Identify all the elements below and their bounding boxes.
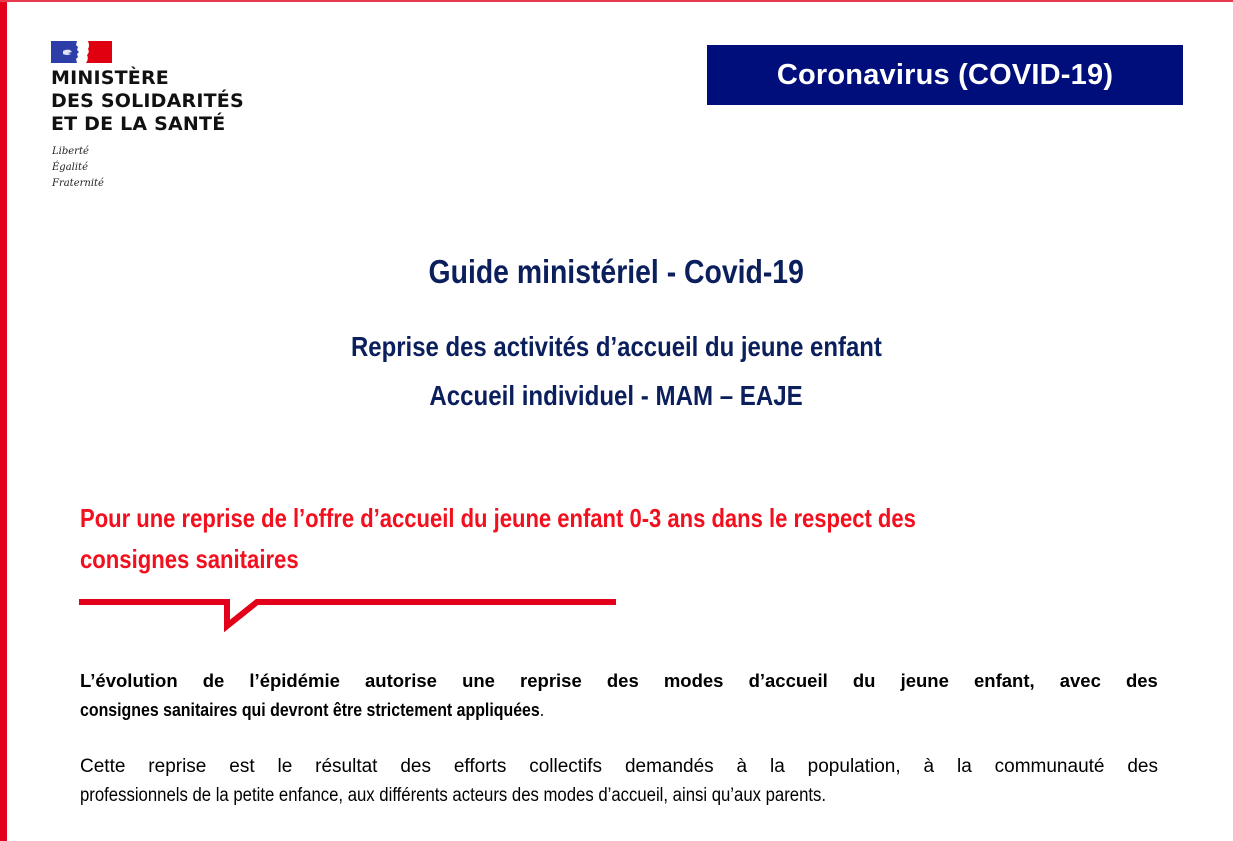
word: L’évolution: [80, 670, 178, 691]
section-heading-line-2: consignes sanitaires: [80, 544, 299, 574]
ministry-logo: [51, 40, 271, 200]
word: la: [770, 756, 785, 777]
left-red-border: [0, 0, 7, 841]
motto-egalite: Égalité: [52, 162, 88, 173]
word: des: [1125, 670, 1158, 691]
motto-fraternite: Fraternité: [52, 178, 104, 189]
word: Cette: [80, 756, 126, 777]
subtitle-accueil: [0, 376, 1233, 416]
word: d’accueil: [748, 670, 828, 691]
motto-liberte: Liberté: [52, 146, 89, 157]
word: le: [277, 756, 293, 777]
paragraph-context-line-1: [80, 752, 1158, 781]
word: reprise: [520, 670, 582, 691]
paragraph-context-line-2: professionnels de la petite enfance, aux différents acteurs des modes d’accueil, ainsi qu’aux parents.: [80, 785, 827, 806]
word: population,: [807, 756, 901, 777]
word: efforts: [453, 756, 507, 777]
ministry-line-1: MINISTÈRE: [51, 67, 169, 89]
word: résultat: [315, 756, 378, 777]
covid-badge: Coronavirus (COVID-19): [707, 45, 1183, 105]
word: autorise: [365, 670, 437, 691]
paragraph-intro-line-2: [80, 695, 1007, 724]
word: enfant,: [973, 670, 1035, 691]
section-heading-line-1: Pour une reprise de l’offre d’accueil du jeune enfant 0-3 ans dans le respect des: [80, 503, 916, 533]
marianne-flag-icon: [51, 41, 112, 63]
word: à: [923, 756, 935, 777]
word: modes: [663, 670, 724, 691]
top-red-border: [0, 0, 1233, 2]
word: des: [606, 670, 639, 691]
republic-motto: [52, 144, 104, 192]
word: l’épidémie: [249, 670, 340, 691]
ministry-line-3: ET DE LA SANTÉ: [51, 113, 226, 135]
paragraph-intro-period: .: [539, 699, 545, 720]
paragraph-intro-line-1: [80, 666, 1158, 695]
word: collectifs: [529, 756, 603, 777]
subtitle-accueil-text: Accueil individuel - MAM – EAJE: [429, 380, 804, 411]
subtitle-reprise-text: Reprise des activités d’accueil du jeune enfant: [351, 331, 882, 362]
paragraph-context: [80, 752, 1158, 810]
paragraph-intro: [80, 666, 1158, 724]
word: est: [229, 756, 255, 777]
word: du: [852, 670, 876, 691]
subtitle-reprise: [0, 327, 1233, 367]
paragraph-intro-line-2-text: consignes sanitaires qui devront être strictement appliquées: [80, 699, 540, 720]
word: à: [736, 756, 748, 777]
word: jeune: [900, 670, 949, 691]
word: reprise: [148, 756, 207, 777]
ministry-name: [51, 67, 244, 136]
word: la: [956, 756, 972, 777]
word: de: [202, 670, 225, 691]
word: avec: [1059, 670, 1101, 691]
ministry-line-2: DES SOLIDARITÉS: [51, 90, 244, 112]
word: demandés: [624, 756, 714, 777]
speech-notch-divider-icon: [79, 596, 619, 632]
word: des: [400, 756, 431, 777]
word: des: [1127, 756, 1158, 777]
page-title-text: Guide ministériel - Covid-19: [428, 253, 805, 290]
section-heading: [80, 498, 1158, 580]
word: une: [462, 670, 495, 691]
page-title: [0, 250, 1233, 294]
word: communauté: [994, 756, 1105, 777]
